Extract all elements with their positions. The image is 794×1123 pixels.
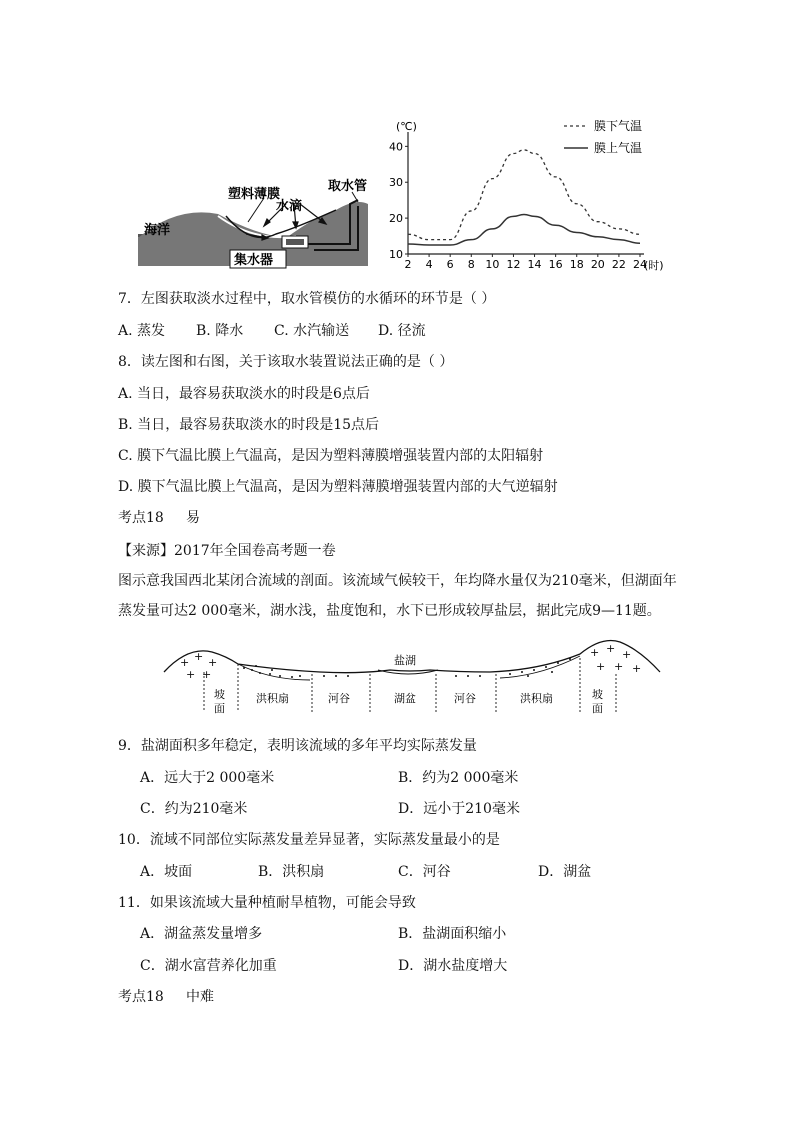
segment-label: 河谷 — [454, 692, 476, 705]
x-tick-label: 12 — [506, 258, 521, 271]
kaodian-label: 考点18 — [118, 510, 164, 526]
q10-option-d[interactable]: D．湖盆 — [538, 864, 592, 880]
svg-text:+: + — [180, 656, 190, 669]
svg-text:+: + — [194, 650, 204, 663]
source-line: 【来源】2017年全国卷高考题一卷 — [118, 543, 336, 559]
legend-label: 膜下气温 — [594, 119, 643, 133]
svg-text:+: + — [614, 660, 624, 673]
y-tick-label: 10 — [389, 248, 403, 261]
x-tick-label: 10 — [485, 258, 500, 271]
kaodian-label: 考点18 — [118, 989, 164, 1005]
y-tick-label: 40 — [389, 140, 403, 154]
q10-option-c[interactable]: C．河谷 — [398, 864, 451, 880]
y-tick-label: 30 — [389, 176, 403, 190]
x-tick-label: 4 — [425, 258, 433, 271]
q10-option-a[interactable]: A．坡面 — [140, 864, 193, 880]
difficulty-label: 中难 — [186, 989, 214, 1005]
segment-label: 洪积扇 — [520, 692, 553, 705]
svg-text:+: + — [202, 668, 212, 681]
x-tick-label: 16 — [548, 258, 563, 271]
difficulty-label: 易 — [186, 510, 200, 526]
q11-option-b[interactable]: B．盐湖面积缩小 — [398, 926, 507, 942]
legend — [564, 118, 642, 155]
segment-label: 洪积扇 — [256, 692, 289, 705]
film-label: 塑料薄膜 — [228, 187, 281, 202]
q7-option-d[interactable]: D. 径流 — [378, 323, 426, 339]
ocean-label: 海洋 — [144, 223, 171, 238]
temperature-chart — [382, 112, 672, 274]
salt-lake-label: 盐湖 — [394, 654, 416, 667]
q8-stem: 8．读左图和右图，关于该取水装置说法正确的是（ ） — [118, 354, 454, 370]
x-unit-label: (时) — [644, 259, 664, 272]
slope-label: 坡 — [592, 688, 603, 701]
x-tick-label: 8 — [467, 258, 475, 271]
intro-line-1: 图示意我国西北某闭合流域的剖面。该流域气候较干，年均降水量仅为210毫米，但湖面年 — [118, 573, 677, 589]
svg-text:+: + — [186, 668, 196, 681]
x-tick-label: 22 — [611, 258, 626, 271]
basin-cross-section — [160, 632, 666, 718]
segment-label: 湖盆 — [394, 692, 416, 705]
q7-option-b[interactable]: B. 降水 — [196, 323, 244, 339]
x-tick-label: 14 — [527, 258, 542, 271]
q7-option-a[interactable]: A. 蒸发 — [118, 323, 166, 339]
legend-label: 膜上气温 — [594, 141, 643, 155]
q10-stem: 10．流域不同部位实际蒸发量差异显著，实际蒸发量最小的是 — [118, 832, 500, 848]
x-tick-label: 20 — [590, 258, 605, 271]
svg-text:+: + — [632, 662, 642, 675]
q10-option-b[interactable]: B．洪积扇 — [258, 864, 325, 880]
q11-stem: 11．如果该流域大量种植耐旱植物，可能会导致 — [118, 895, 416, 911]
series-line-under-film — [408, 150, 640, 240]
y-tick-label: 20 — [389, 212, 403, 226]
pipe-label: 取水管 — [328, 179, 368, 194]
q9-option-d[interactable]: D．远小于210毫米 — [398, 801, 520, 817]
q11-option-c[interactable]: C．湖水富营养化加重 — [140, 958, 277, 974]
q8-option-c[interactable]: C. 膜下气温比膜上气温高，是因为塑料薄膜增强装置内部的太阳辐射 — [118, 448, 544, 464]
water-collector-figure — [136, 176, 372, 272]
collector-label: 集水器 — [234, 253, 274, 268]
x-tick-label: 18 — [569, 258, 584, 271]
slope-label: 面 — [214, 702, 225, 715]
y-unit-label: (℃) — [396, 120, 417, 133]
x-tick-label: 2 — [404, 258, 412, 271]
q8-option-b[interactable]: B. 当日，最容易获取淡水的时段是15点后 — [118, 417, 380, 433]
q9-option-a[interactable]: A．远大于2 000毫米 — [140, 770, 275, 786]
svg-text:+: + — [622, 648, 632, 661]
svg-text:+: + — [606, 642, 616, 655]
droplet-label: 水滴 — [276, 199, 303, 214]
svg-text:+: + — [596, 660, 606, 673]
x-tick-label: 24 — [633, 258, 647, 271]
q9-option-b[interactable]: B．约为2 000毫米 — [398, 770, 519, 786]
slope-label: 坡 — [214, 688, 225, 701]
svg-text:+: + — [208, 656, 218, 669]
series-line-above-film — [408, 215, 640, 246]
q7-stem: 7．左图获取淡水过程中，取水管模仿的水循环的环节是（ ） — [118, 291, 496, 307]
q8-option-d[interactable]: D. 膜下气温比膜上气温高，是因为塑料薄膜增强装置内部的大气逆辐射 — [118, 479, 558, 495]
svg-text:+: + — [590, 646, 600, 659]
q8-option-a[interactable]: A. 当日，最容易获取淡水的时段是6点后 — [118, 386, 370, 402]
q9-option-c[interactable]: C．约为210毫米 — [140, 801, 248, 817]
x-tick-label: 6 — [446, 258, 454, 271]
q11-option-d[interactable]: D．湖水盐度增大 — [398, 958, 508, 974]
slope-label: 面 — [592, 702, 603, 715]
intro-line-2: 蒸发量可达2 000毫米，湖水浅，盐度饱和，水下已形成较厚盐层，据此完成9—11题。 — [118, 603, 661, 619]
q7-option-c[interactable]: C. 水汽输送 — [274, 323, 350, 339]
q11-option-a[interactable]: A．湖盆蒸发量增多 — [140, 926, 263, 942]
segment-label: 河谷 — [328, 692, 350, 705]
q9-stem: 9．盐湖面积多年稳定，表明该流域的多年平均实际蒸发量 — [118, 738, 477, 754]
